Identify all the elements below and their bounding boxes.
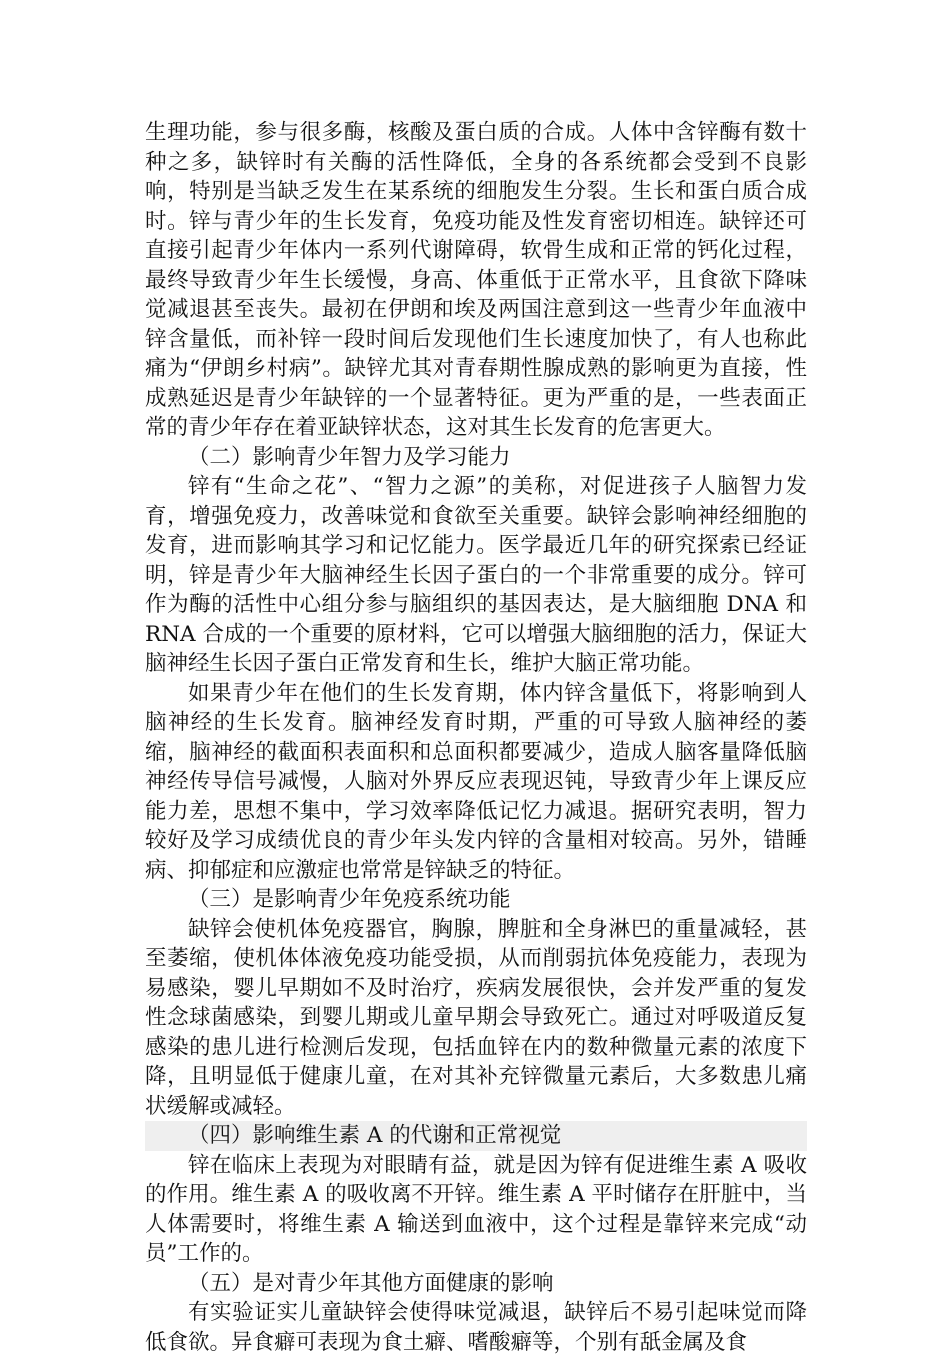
section-heading-vitamin-a: （四）影响维生素 A 的代谢和正常视觉 [145,1121,807,1151]
document-body [145,118,807,1357]
section-heading-other-health: （五）是对青少年其他方面健康的影响 [188,1270,554,1296]
section-heading-intelligence: （二）影响青少年智力及学习能力 [188,444,511,470]
paragraph-zinc-physiology: 生理功能，参与很多酶，核酸及蛋白质的合成。人体中含锌酶有数十种之多，缺锌时有关酶的活性降低，全身的各系统都会受到不良影响，特别是当缺乏发生在某系统的细胞发生分裂。生长和蛋白质合成时。锌与青少年的生长发育，免疫功能及性发育密切相连。缺锌还可直接引起青少年体内一系列代谢障碍，软骨生成和正常的钙化过程，最终导致青少年生长缓慢，身高、体重低于正常水平，且食欲下降味觉减退甚至丧失。最初在伊朗和埃及两国注意到这一些青少年血液中锌含量低，而补锌一段时间后发现他们生长速度加快了，有人也称此痛为“伊朗乡村病”。缺锌尤其对青春期性腺成熟的影响更为直接，性成熟延迟是青少年缺锌的一个显著特征。更为严重的是，一些表面正常的青少年存在着亚缺锌状态，这对其生长发育的危害更大。 [145,120,807,440]
paragraph-immune-function: 缺锌会使机体免疫器官，胸腺，脾脏和全身淋巴的重量减轻，甚至萎缩，使机体体液免疫功能受损，从而削弱抗体免疫能力，表现为易感染，婴儿早期如不及时治疗，疾病发展很快，会并发严重的复发性念球菌感染，到婴儿期或儿童早期会导致死亡。通过对呼吸道反复感染的患儿进行检测后发现，包括血锌在内的数种微量元素的浓度下降，且明显低于健康儿童，在对其补充锌微量元素后，大多数患儿痛状缓解或减轻。 [145,916,807,1119]
paragraph-zinc-deficiency-nerves: 如果青少年在他们的生长发育期，体内锌含量低下，将影响到人脑神经的生长发育。脑神经发育时期，严重的可导致人脑神经的萎缩，脑神经的截面积表面积和总面积都要减少，造成人脑客量降低脑神经传导信号减慢，人脑对外界反应表现迟钝，导致青少年上课反应能力差，思想不集中，学习效率降低记忆力减退。据研究表明，智力较好及学习成绩优良的青少年头发内锌的含量相对较高。另外，错睡病、抑郁症和应激症也常常是锌缺乏的特征。 [145,680,807,883]
paragraph-vitamin-a: 锌在临床上表现为对眼睛有益，就是因为锌有促进维生素 A 吸收的作用。维生素 A 的吸收离不开锌。维生素 A 平时储存在肝脏中，当人体需要时，将维生素 A 输送到血液中，这个过程是靠锌来完成“动员”工作的。 [145,1152,807,1266]
section-heading-immune-system: （三）是影响青少年免疫系统功能 [188,887,511,912]
paragraph-zinc-brain-development: 锌有“生命之花”、“智力之源”的美称，对促进孩子人脑智力发育，增强免疫力，改善味觉和食欲至关重要。缺锌会影响神经细胞的发育，进而影响其学习和记忆能力。医学最近几年的研究探索已经证明，锌是青少年大脑神经生长因子蛋白的一个非常重要的成分。锌可作为酶的活性中心组分参与脑组织的基因表达，是大脑细胞 DNA 和 RNA 合成的一个重要的原材料，它可以增强大脑细胞的活力，保证大脑神经生长因子蛋白正常发育和生长，维护大脑正常功能。 [145,474,807,676]
paragraph-taste-appetite: 有实验证实儿童缺锌会使得味觉减退，缺锌后不易引起味觉而降低食欲。异食癖可表现为食土癖、嗜酸癖等，个别有舐金属及食 [145,1300,807,1355]
